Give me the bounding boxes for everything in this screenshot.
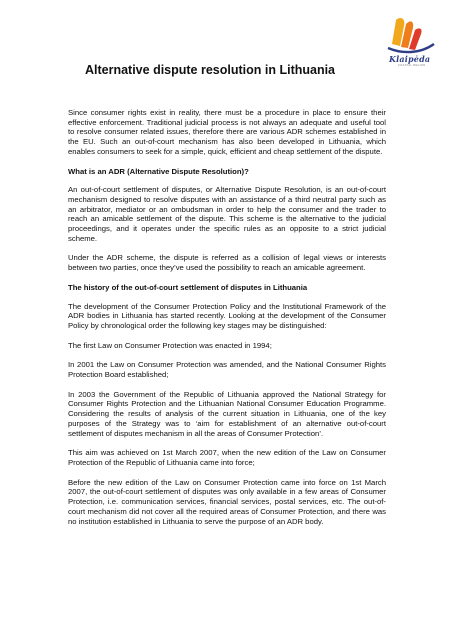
section-heading: The history of the out-of-court settlement of disputes in Lithuania <box>68 282 308 292</box>
paragraph: The development of the Consumer Protection Policy and the Institutional Framework of the ADR bodies in Lithuania has started recently. Looking at the development of the Consumer Policy by chronological order the following key stages may be distinguished: <box>68 301 386 330</box>
paragraph: Before the new edition of the Law on Consumer Protection came into force on 1st March 2007, the out-of-court settlement of disputes was only available in a few areas of Consumer Protection, i.e. communication services, financial services, postal services, etc. The out-of-court mechanism did not cover all the required areas of Consumer Protection, and there was no institution established in Lithuania to serve the purpose of an ADR body. <box>68 477 386 526</box>
logo-text: Klaipėda <box>389 54 431 64</box>
paragraph: The first Law on Consumer Protection was enacted in 1994; <box>68 340 272 350</box>
paragraph: An out-of-court settlement of disputes, or Alternative Dispute Resolution, is an out-of-court mechanism designed to resolve disputes with an assistance of a third neutral party such as an arbitrator, mediator or an ombudsman in order to help the consumer and the trader to reach an amicable settlement of the dispute. This scheme is the alternative to the judicial proceedings, and it operates under the specific rules as an opposite to a strict judicial scheme. <box>68 185 386 243</box>
logo-subtext: COASTAL REGION <box>398 64 426 67</box>
paragraph: In 2003 the Government of the Republic of Lithuania approved the National Strategy for Consumer Rights Protection and the Lithuanian National Consumer Education Programme. Considering the results of analysis of the current situation in Lithuania, one of the key purposes of the Strategy was to ‘aim for establishment of an alternative out-of-court settlement of disputes mechanism in all the areas of Consumer Protection’. <box>68 389 386 438</box>
page-title: Alternative dispute resolution in Lithuania <box>84 63 336 77</box>
paragraph: Under the ADR scheme, the dispute is referred as a collision of legal views or interests between two parties, once they’ve used the possibility to reach an amicable agreement. <box>68 253 386 273</box>
paragraph: Since consumer rights exist in reality, there must be a procedure in place to ensure their effective enforcement. Traditional judicial process is not always an adequate and useful tool to resolve consumer related issues, therefore there are various ADR schemes established in the EU. Such an out-of-court mechanism has also been developed in Lithuania, which enables consumers to seek for a simple, quick, efficient and cheap settlement of the dispute. <box>68 108 386 156</box>
paragraph: In 2001 the Law on Consumer Protection was amended, and the National Consumer Rights Protection Board established; <box>68 360 386 380</box>
section-heading: What is an ADR (Alternative Dispute Resolution)? <box>68 166 249 176</box>
document-body <box>68 108 386 536</box>
paragraph: This aim was achieved on 1st March 2007, when the new edition of the Law on Consumer Protection of the Republic of Lithuania came into force; <box>68 448 386 467</box>
